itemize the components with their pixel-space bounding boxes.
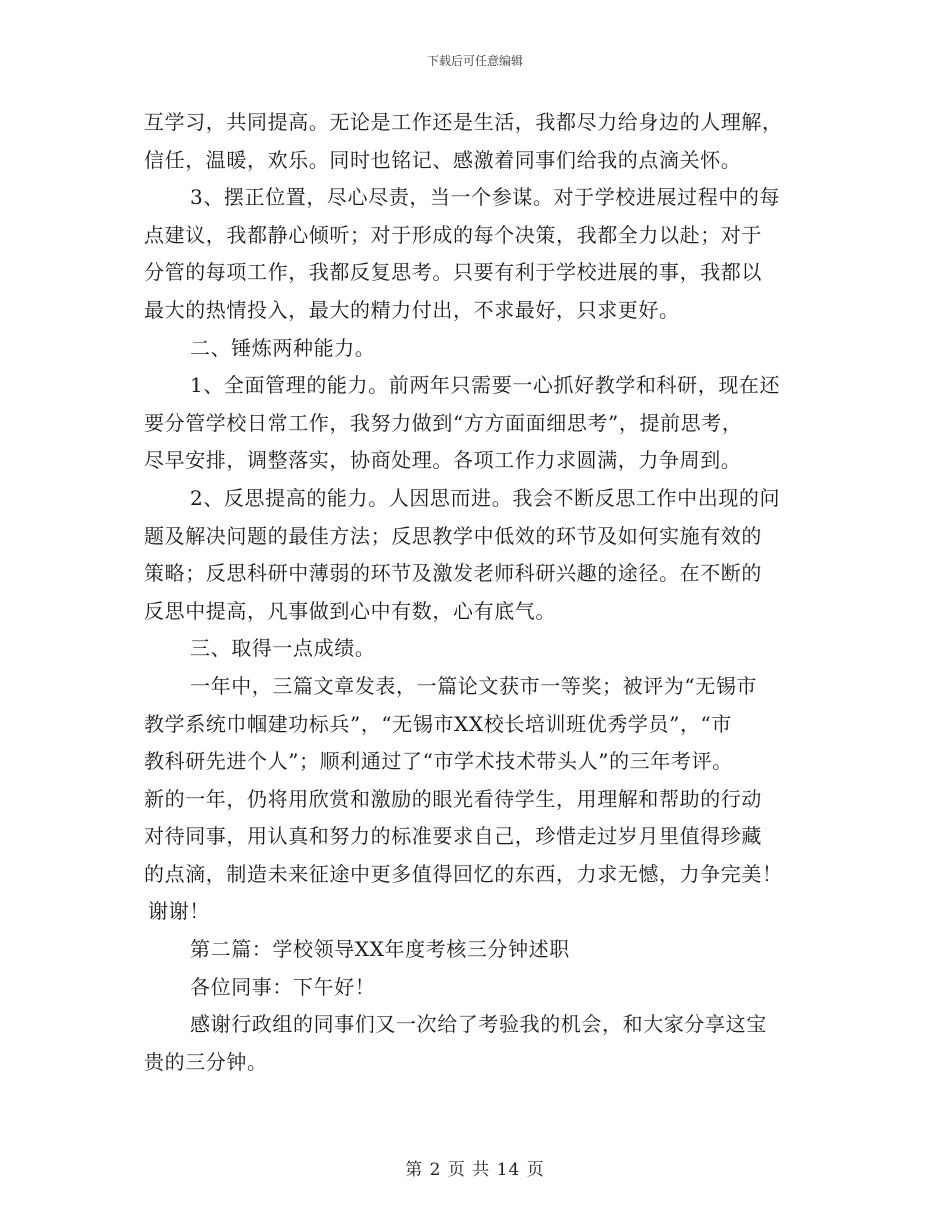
text-line: 尽早安排，调整落实，协商处理。各项工作力求圆满，力争周到。 — [144, 448, 742, 473]
text-line: 教科研先进个人”；顺利通过了“市学术技术带头人”的三年考评。 — [144, 749, 733, 774]
text-line: 互学习，共同提高。无论是工作还是生活，我都尽力给身边的人理解， — [144, 110, 783, 134]
text-line: 谢谢！ — [148, 899, 210, 924]
text-line: 2、反思提高的能力。人因思而进。我会不断反思工作中出现的问 — [190, 485, 781, 510]
document-body — [144, 104, 808, 1081]
text-line: 感谢行政组的同事们又一次给了考验我的机会，和大家分享这宝 — [190, 1012, 767, 1037]
page-header: 下载后可任意编辑 — [426, 54, 523, 68]
text-line: 分管的每项工作，我都反复思考。只要有利于学校进展的事，我都以 — [144, 260, 762, 285]
text-line: 第二篇：学校领导XX年度考核三分钟述职 — [190, 937, 570, 962]
text-line: 教学系统巾帼建功标兵”，“无锡市XX校长培训班优秀学员”，“市 — [144, 711, 732, 736]
text-line: 点建议，我都静心倾听；对于形成的每个决策，我都全力以赴；对于 — [144, 222, 762, 247]
text-line: 最大的热情投入，最大的精力付出，不求最好，只求更好。 — [144, 297, 680, 322]
text-line: 反思中提高，凡事做到心中有数，心有底气。 — [144, 598, 556, 623]
text-line: 1、全面管理的能力。前两年只需要一心抓好教学和科研，现在还 — [190, 373, 781, 398]
text-line: 要分管学校日常工作，我努力做到“方方面面细思考”，提前思考， — [144, 410, 743, 435]
text-line: 策略；反思科研中薄弱的环节及激发老师科研兴趣的途径。在不断的 — [144, 561, 762, 586]
text-line: 二、锤炼两种能力。 — [190, 335, 376, 360]
text-line: 的点滴，制造未来征途中更多值得回忆的东西，力求无憾，力争完美！ — [144, 861, 783, 886]
text-line: 题及解决问题的最佳方法；反思教学中低效的环节及如何实施有效的 — [144, 523, 762, 548]
page-footer: 第 2 页 共 14 页 — [405, 1160, 545, 1180]
text-line: 信任，温暖，欢乐。同时也铭记、感激着同事们给我的点滴关怀。 — [144, 147, 742, 172]
text-line: 各位同事：下午好！ — [190, 974, 376, 999]
text-line: 对待同事，用认真和努力的标准要求自己，珍惜走过岁月里值得珍藏 — [144, 824, 762, 849]
text-line: 三、取得一点成绩。 — [190, 636, 376, 661]
text-line: 新的一年，仍将用欣赏和激励的眼光看待学生，用理解和帮助的行动 — [144, 786, 762, 811]
text-line: 贵的三分钟。 — [144, 1049, 268, 1074]
text-line: 3、摆正位置，尽心尽责，当一个参谋。对于学校进展过程中的每 — [190, 185, 781, 210]
text-line: 一年中，三篇文章发表，一篇论文获市一等奖；被评为“无锡市 — [190, 673, 758, 698]
